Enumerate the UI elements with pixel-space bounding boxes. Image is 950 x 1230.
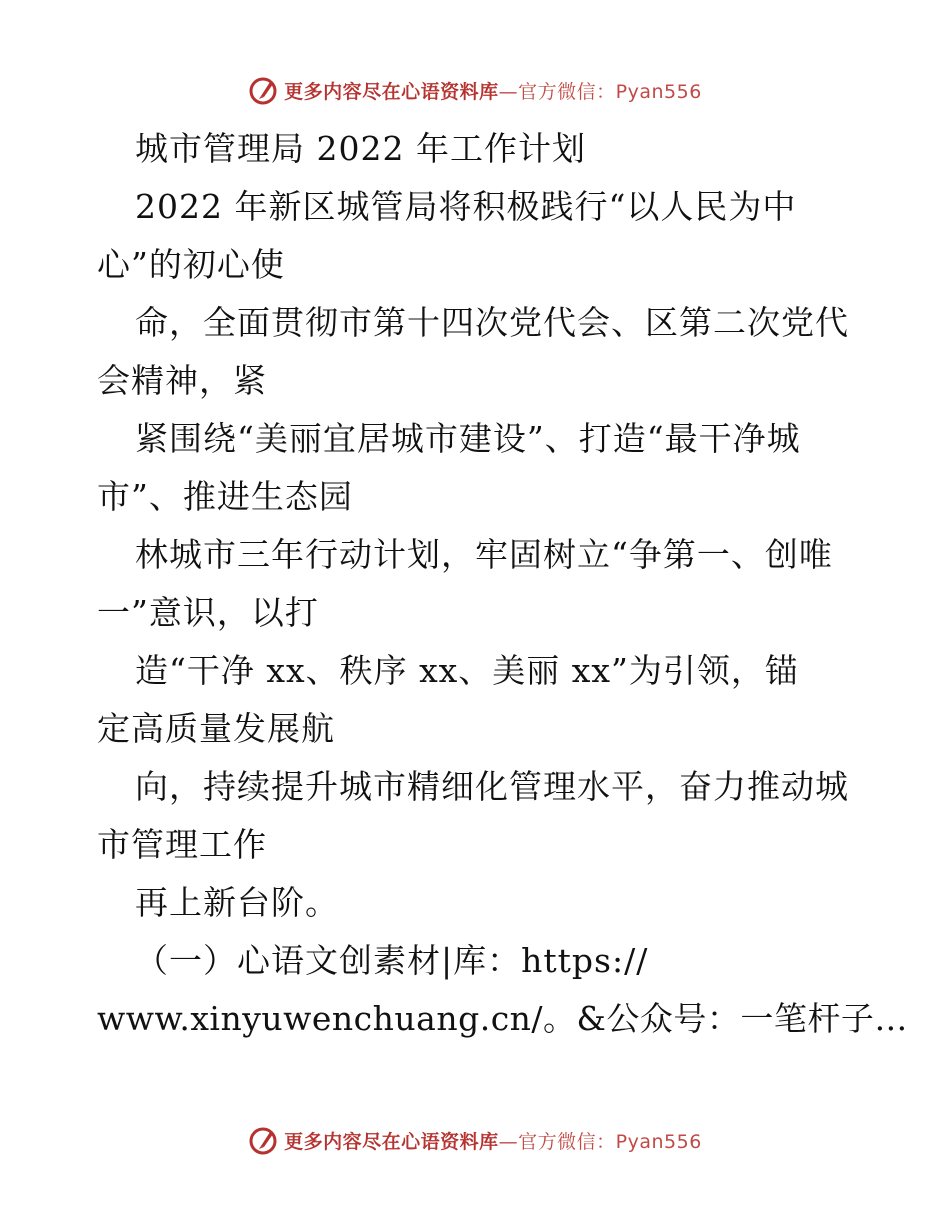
paragraph-line: 林城市三年行动计划，牢固树立“争第一、创唯 — [135, 535, 833, 574]
paragraph-line: 会精神，紧 — [97, 361, 267, 400]
paragraph-line: 市管理工作 — [97, 825, 267, 864]
banner-contact-text: —官方微信：Pyan556 — [498, 80, 702, 103]
paragraph-line: 定高质量发展航 — [97, 709, 335, 748]
paragraph-line: 再上新台阶。 — [135, 883, 339, 922]
paragraph-line: 市”、推进生态园 — [97, 477, 353, 516]
paragraph-line: 命，全面贯彻市第十四次党代会、区第二次党代 — [135, 303, 849, 342]
paragraph-line: 造“干净 xx、秩序 xx、美丽 xx”为引领，锚 — [135, 651, 799, 690]
banner-main-text: 更多内容尽在心语资料库 — [284, 80, 499, 103]
paragraph-line: 紧围绕“美丽宜居城市建设”、打造“最干净城 — [135, 419, 801, 458]
document-body — [97, 120, 908, 1048]
banner-contact-text: —官方微信：Pyan556 — [498, 1130, 702, 1153]
document-title: 城市管理局 2022 年工作计划 — [135, 129, 586, 168]
section-heading-line: （一）心语文创素材|库：https:// — [135, 941, 649, 980]
header-watermark-banner — [0, 72, 950, 108]
banner-main-text: 更多内容尽在心语资料库 — [284, 1130, 499, 1153]
website-line: www.xinyuwenchuang.cn/。&公众号：一笔杆子… — [97, 999, 908, 1038]
footer-watermark-banner — [0, 1122, 950, 1158]
quill-logo-icon — [248, 1124, 280, 1156]
paragraph-line: 向，持续提升城市精细化管理水平，奋力推动城 — [135, 767, 849, 806]
quill-logo-icon — [248, 74, 280, 106]
paragraph-line: 心”的初心使 — [97, 245, 285, 284]
paragraph-line: 2022 年新区城管局将积极践行“以人民为中 — [135, 187, 797, 226]
paragraph-line: 一”意识，以打 — [97, 593, 319, 632]
